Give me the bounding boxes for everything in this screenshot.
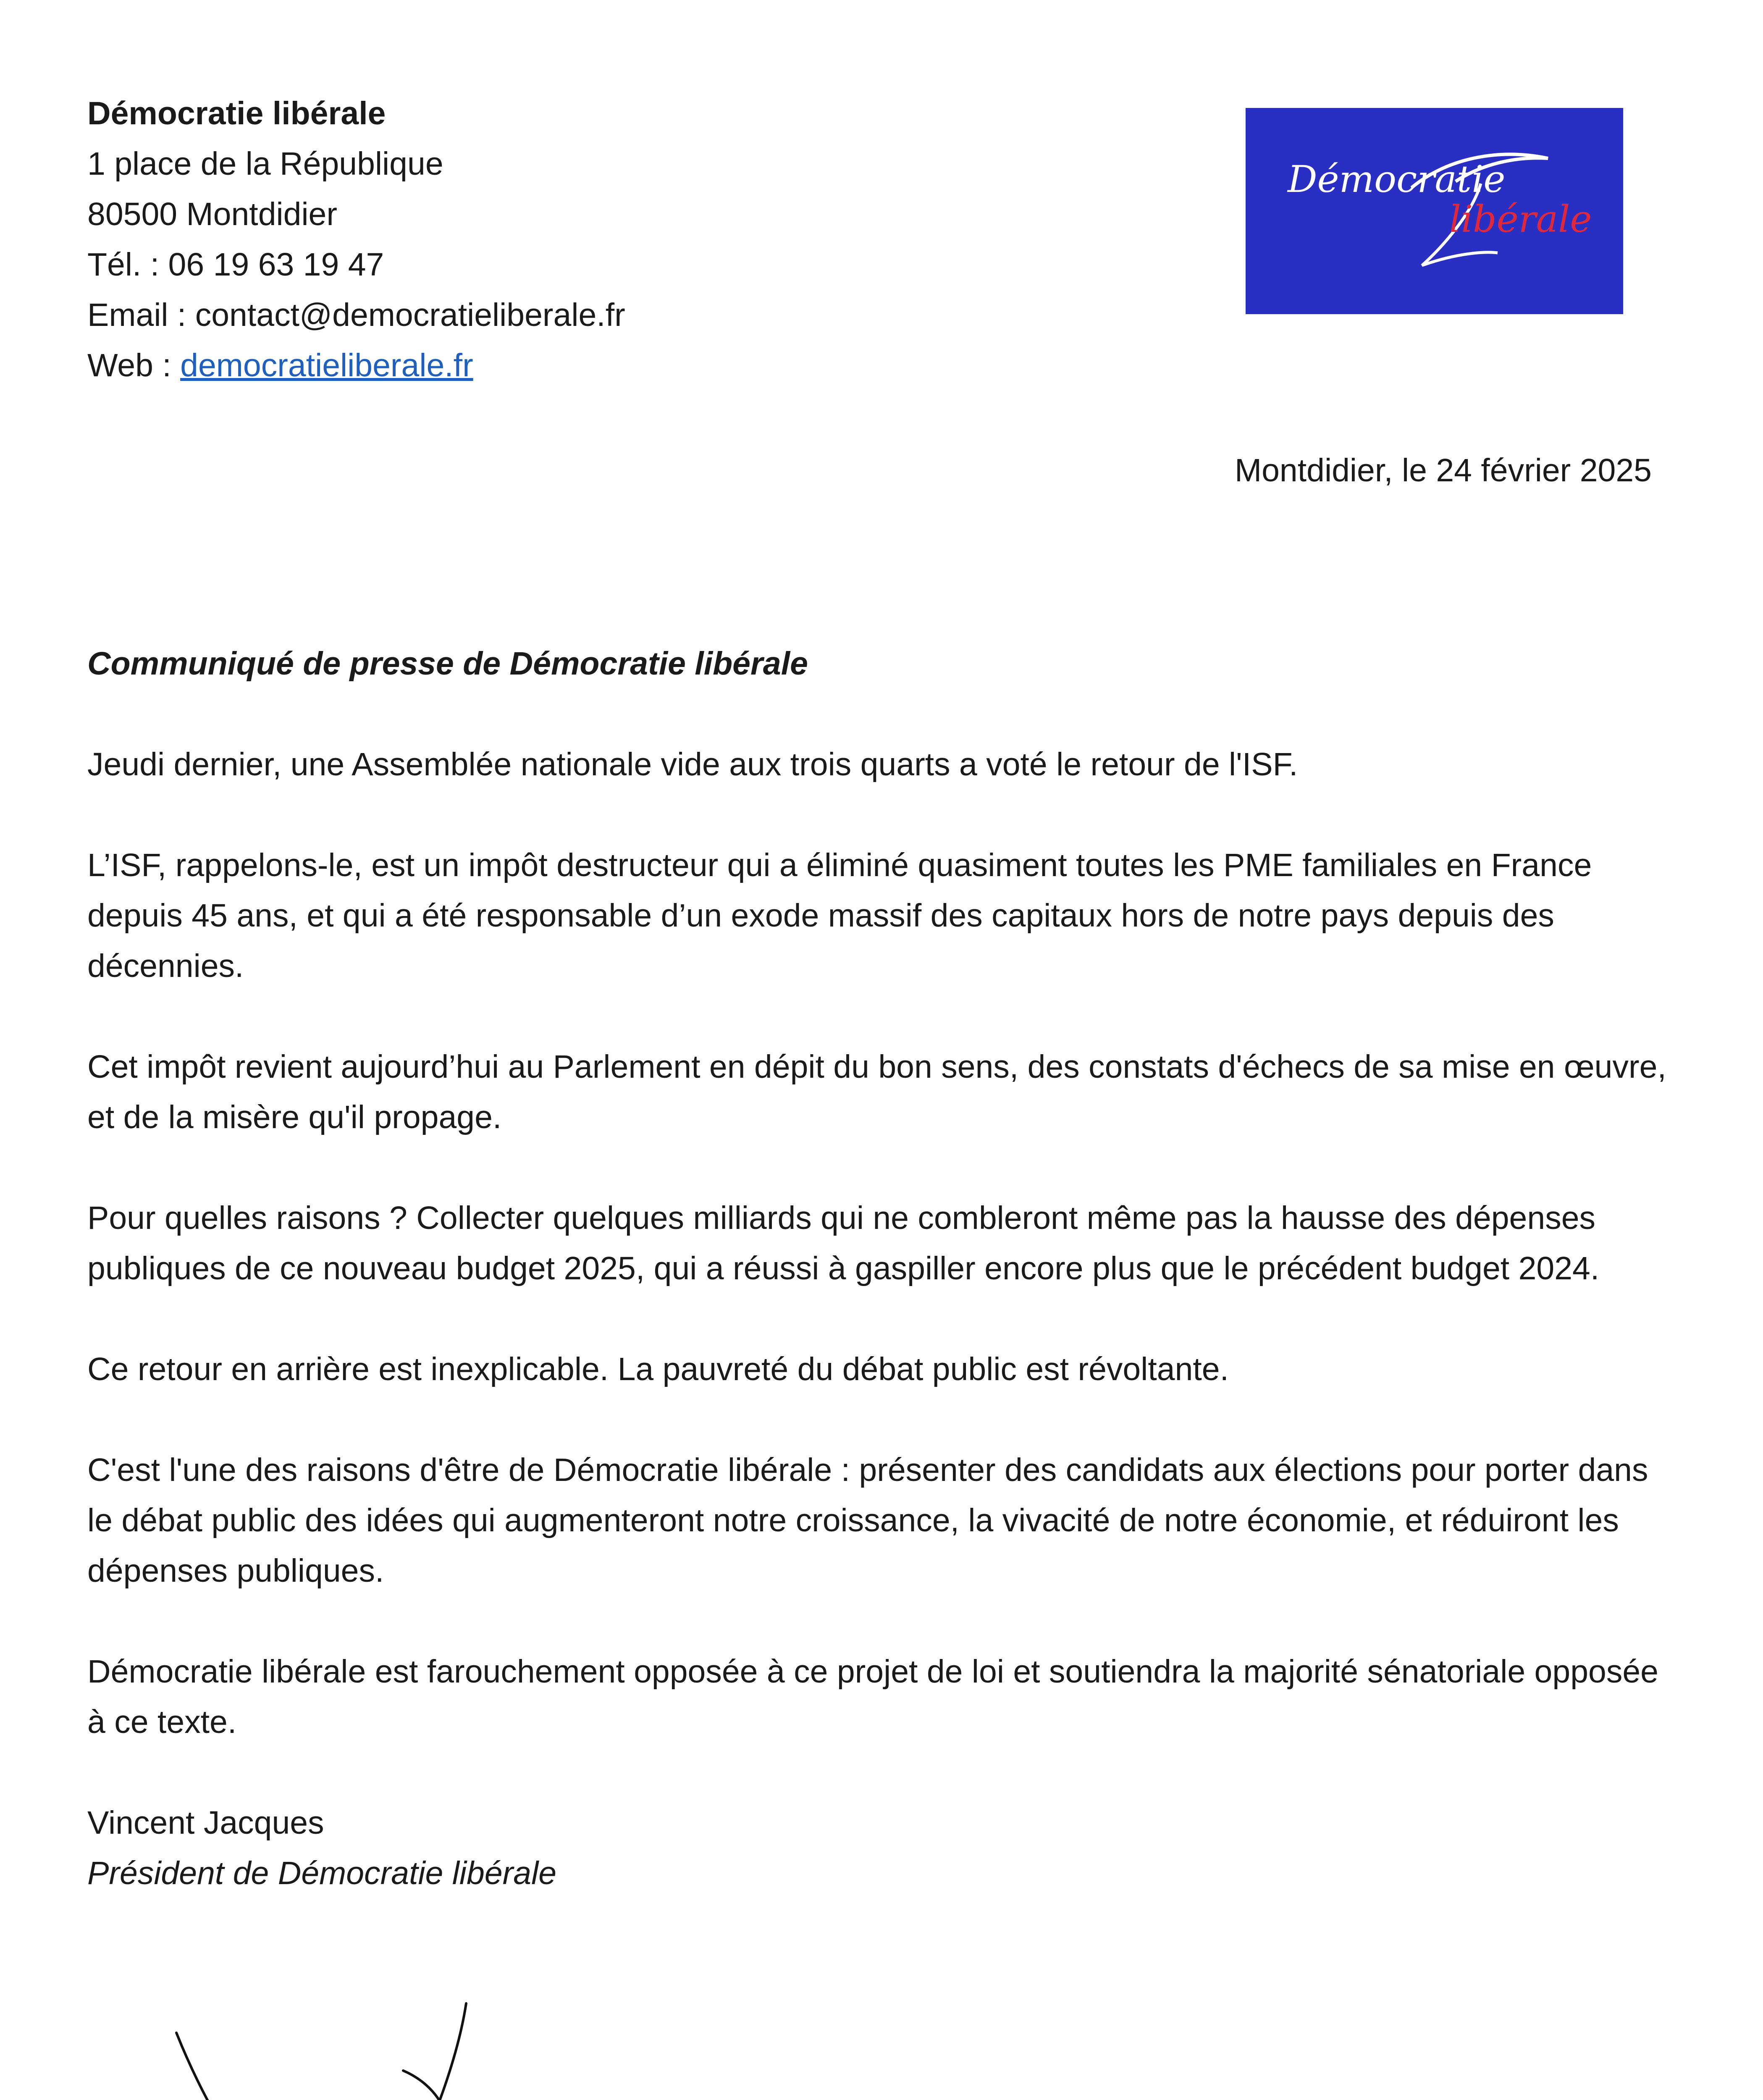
- phone-label: Tél. :: [87, 247, 168, 283]
- website-link[interactable]: democratieliberale.fr: [180, 347, 473, 383]
- paragraph: L’ISF, rappelons-le, est un impôt destructeur qui a éliminé quasiment toutes les PME familiales en France depuis 45 ans, et qui a été responsable d’un exode massif des capitaux hors de notre pays depuis des décennies.: [87, 847, 1592, 984]
- sender-address: 1 place de la République: [87, 146, 443, 182]
- web-label: Web :: [87, 347, 181, 383]
- paragraph: Cet impôt revient aujourd’hui au Parlement en dépit du bon sens, des constats d'échecs de sa mise en œuvre, et de la misère qu'il propage.: [87, 1049, 1666, 1135]
- headline: Communiqué de presse de Démocratie libérale: [87, 646, 808, 682]
- date-line: Montdidier, le 24 février 2025: [1234, 452, 1652, 488]
- phone-number: 06 19 63 19 47: [168, 247, 384, 283]
- sender-email-line: [87, 290, 625, 340]
- paragraph: Jeudi dernier, une Assemblée nationale vide aux trois quarts a voté le retour de l'ISF.: [87, 746, 1298, 782]
- logo-text-line2: libérale: [1449, 197, 1592, 241]
- press-release-body: [87, 638, 1675, 1898]
- logo-text-line1: Démocratie: [1288, 158, 1506, 201]
- signature-stroke: [176, 2033, 298, 2100]
- handwritten-signature: [88, 1999, 634, 2100]
- signer-title: Président de Démocratie libérale: [87, 1855, 557, 1891]
- paragraph: C'est l'une des raisons d'être de Démocratie libérale : présenter des candidats aux élections pour porter dans le débat public des idées qui augmenteront notre croissance, la vivacité de notre économie, et réduiront les dépenses publiques.: [87, 1452, 1648, 1589]
- sender-city: 80500 Montdidier: [87, 196, 338, 232]
- sender-org-name: Démocratie libérale: [87, 95, 386, 131]
- signer-name: Vincent Jacques: [87, 1805, 324, 1841]
- sender-block: [87, 88, 625, 391]
- paragraph: Ce retour en arrière est inexplicable. La pauvreté du débat public est révoltante.: [87, 1351, 1229, 1387]
- party-logo: [1246, 108, 1623, 314]
- sender-web-line: [87, 340, 625, 391]
- paragraph: Pour quelles raisons ? Collecter quelques milliards qui ne combleront même pas la hausse des dépenses publiques de ce nouveau budget 2025, qui a réussi à gaspiller encore plus que le précédent budget 2024.: [87, 1200, 1600, 1286]
- sender-phone-line: [87, 239, 625, 290]
- signature-stroke: [405, 2003, 466, 2100]
- email-address: contact@democratieliberale.fr: [195, 297, 625, 333]
- paragraph: Démocratie libérale est farouchement opposée à ce projet de loi et soutiendra la majorité sénatoriale opposée à ce texte.: [87, 1654, 1659, 1740]
- email-label: Email :: [87, 297, 195, 333]
